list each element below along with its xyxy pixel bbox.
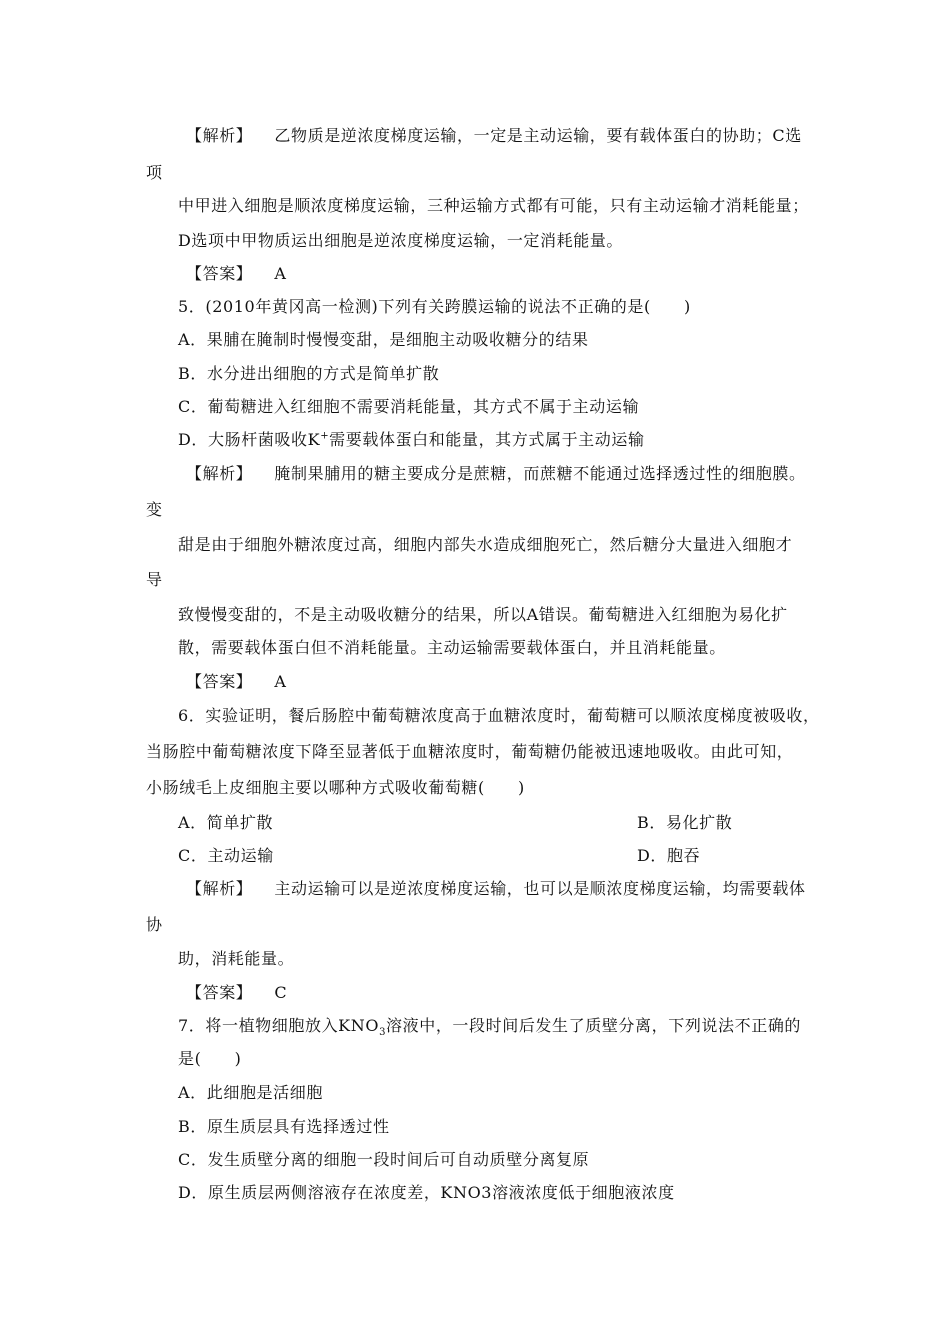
q5-stem: 5．(2010年黄冈高一检测)下列有关跨膜运输的说法不正确的是( ) — [178, 297, 691, 316]
answer-value: A — [274, 264, 287, 283]
q6-line-2: 当肠腔中葡萄糖浓度下降至显著低于血糖浓度时，葡萄糖仍能被迅速地吸收。由此可知， — [146, 742, 794, 761]
q6-option-a: A．简单扩散 — [178, 813, 274, 832]
q5-analysis-line-1 — [186, 464, 806, 484]
option-d-text-pre: D．大肠杆菌吸收K — [178, 430, 321, 449]
stem-text-pre: 7．将一植物细胞放入KNO — [178, 1016, 380, 1035]
q7-option-d: D．原生质层两侧溶液存在浓度差，KNO3溶液浓度低于细胞液浓度 — [178, 1183, 675, 1202]
answer-tag: 【答案】 — [186, 672, 253, 691]
q6-line-3: 小肠绒毛上皮细胞主要以哪种方式吸收葡萄糖( ) — [146, 778, 525, 797]
analysis-text: 乙物质是逆浓度梯度运输，一定是主动运输，要有载体蛋白的协助；C选 — [274, 126, 802, 145]
q7-option-c: C．发生质壁分离的细胞一段时间后可自动质壁分离复原 — [178, 1150, 590, 1169]
q7-option-a: A．此细胞是活细胞 — [178, 1083, 323, 1102]
analysis-text: 腌制果脯用的糖主要成分是蔗糖，而蔗糖不能通过选择透过性的细胞膜。 — [274, 464, 806, 483]
superscript-plus: + — [320, 430, 330, 442]
q6-option-b: B．易化扩散 — [637, 813, 733, 832]
subscript-3: 3 — [379, 1027, 387, 1039]
q7-stem-wrap: 是( ) — [178, 1049, 242, 1068]
q5-option-d — [178, 430, 645, 450]
q6-analysis-line-1 — [186, 879, 806, 899]
q5-option-c: C．葡萄糖进入红细胞不需要消耗能量，其方式不属于主动运输 — [178, 397, 640, 416]
q5-analysis-line-3: 致慢慢变甜的，不是主动吸收糖分的结果，所以A错误。葡萄糖进入红细胞为易化扩 — [178, 605, 788, 624]
analysis-text: 主动运输可以是逆浓度梯度运输，也可以是顺浓度梯度运输，均需要载体 — [274, 879, 806, 898]
q4-answer — [186, 264, 287, 284]
answer-tag: 【答案】 — [186, 264, 253, 283]
stem-text-post: 溶液中，一段时间后发生了质壁分离，下列说法不正确的 — [386, 1016, 802, 1035]
q5-option-a: A．果脯在腌制时慢慢变甜，是细胞主动吸收糖分的结果 — [178, 330, 589, 349]
q6-analysis-line-2: 助，消耗能量。 — [178, 949, 295, 968]
q5-analysis-line-2: 甜是由于细胞外糖浓度过高，细胞内部失水造成细胞死亡，然后糖分大量进入细胞才 — [178, 535, 793, 554]
answer-value: A — [274, 672, 287, 691]
answer-value: C — [274, 983, 288, 1002]
q6-option-c: C．主动运输 — [178, 846, 274, 865]
q7-stem — [178, 1016, 802, 1039]
q6-answer — [186, 983, 287, 1003]
q5-analysis-wrap-2: 导 — [146, 570, 163, 589]
q5-analysis-wrap-1: 变 — [146, 500, 163, 519]
q4-analysis-line-1 — [186, 126, 802, 146]
analysis-tag: 【解析】 — [186, 126, 253, 145]
q5-option-b: B．水分进出细胞的方式是简单扩散 — [178, 364, 440, 383]
q4-analysis-line-2: 中甲进入细胞是顺浓度梯度运输，三种运输方式都有可能，只有主动运输才消耗能量； — [178, 196, 809, 215]
option-d-text-post: 需要载体蛋白和能量，其方式属于主动运输 — [329, 430, 645, 449]
answer-tag: 【答案】 — [186, 983, 253, 1002]
q6-option-d: D．胞吞 — [637, 846, 701, 865]
q5-answer — [186, 672, 287, 692]
q6-line-1: 6．实验证明，餐后肠腔中葡萄糖浓度高于血糖浓度时，葡萄糖可以顺浓度梯度被吸收， — [178, 706, 820, 725]
q7-option-b: B．原生质层具有选择透过性 — [178, 1117, 390, 1136]
q6-analysis-wrap: 协 — [146, 915, 163, 934]
q5-analysis-line-4: 散，需要载体蛋白但不消耗能量。主动运输需要载体蛋白，并且消耗能量。 — [178, 638, 726, 657]
analysis-tag: 【解析】 — [186, 879, 253, 898]
q4-analysis-wrap: 项 — [146, 163, 163, 182]
q4-analysis-line-3: D选项中甲物质运出细胞是逆浓度梯度运输，一定消耗能量。 — [178, 231, 624, 250]
analysis-tag: 【解析】 — [186, 464, 253, 483]
